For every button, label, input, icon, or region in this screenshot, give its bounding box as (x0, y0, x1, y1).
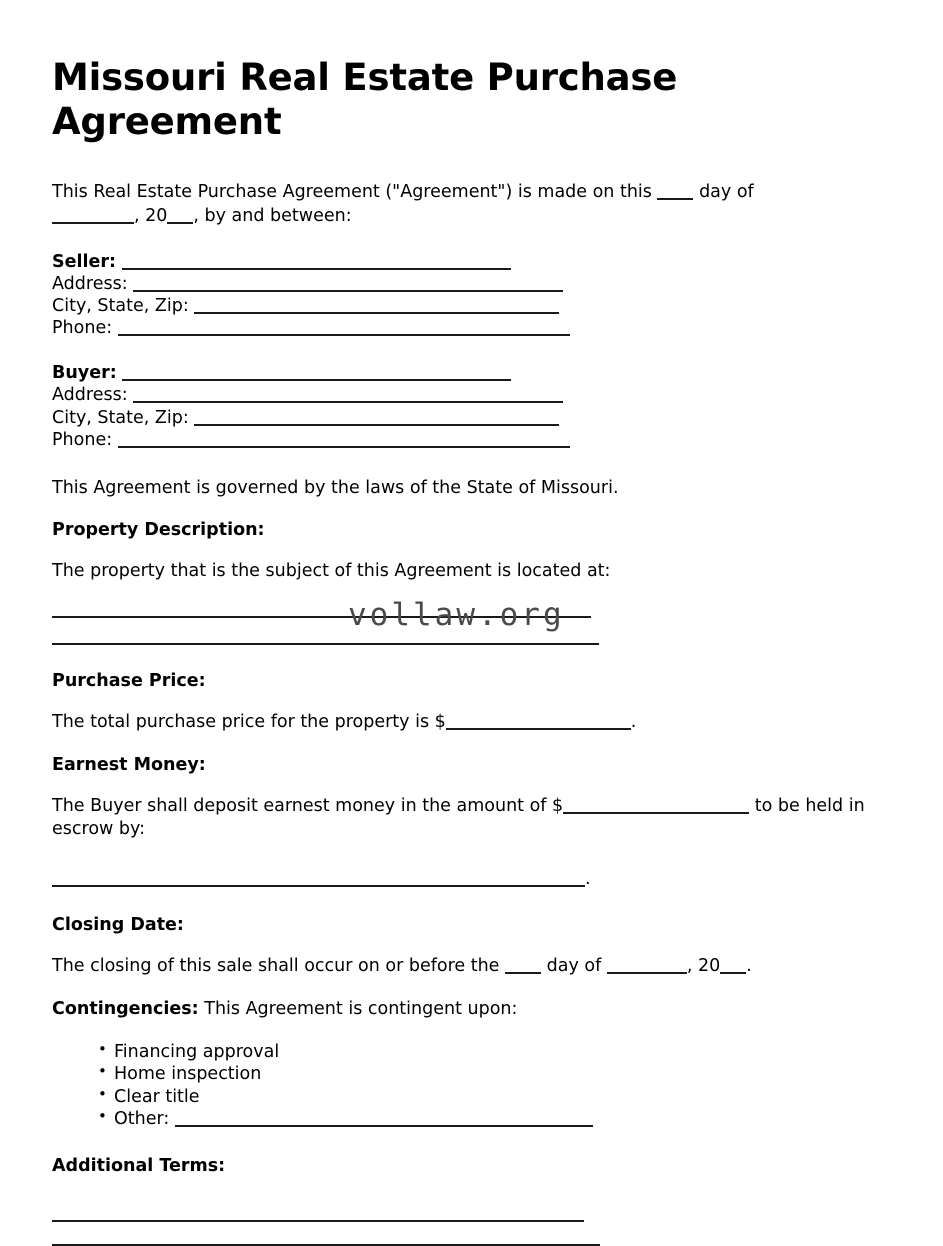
blank-month-intro[interactable] (52, 222, 134, 224)
contingencies-lead: This Agreement is contingent upon: (204, 998, 518, 1019)
blank-earnest-amount[interactable] (563, 812, 749, 814)
intro-text-part3: , 20 (134, 205, 168, 226)
purchase-price-text-after: . (630, 712, 637, 733)
spacer (52, 451, 891, 477)
blank-property-line-2[interactable] (52, 643, 599, 645)
closing-date-part3: , 20 (686, 955, 721, 976)
list-item[interactable] (98, 1041, 891, 1063)
contingency-label: Home inspection (114, 1064, 262, 1085)
list-item[interactable] (98, 1063, 891, 1085)
blank-buyer-city-state-zip[interactable] (194, 424, 559, 426)
purchase-price-text-before: The total purchase price for the property is $ (52, 712, 446, 733)
buyer-city-row (52, 407, 891, 429)
blank-year-intro[interactable] (167, 222, 193, 224)
additional-terms-heading: Additional Terms: (52, 1156, 226, 1177)
spacer (52, 935, 891, 955)
buyer-phone-row (52, 429, 891, 451)
intro-paragraph (52, 143, 797, 228)
list-item[interactable] (98, 1108, 891, 1130)
blank-closing-year[interactable] (720, 972, 746, 974)
spacer (52, 1021, 891, 1041)
seller-city-label: City, State, Zip: (52, 296, 189, 317)
spacer (52, 500, 891, 520)
purchase-price-heading: Purchase Price: (52, 671, 206, 692)
seller-city-row (52, 295, 891, 317)
blank-seller-name[interactable] (122, 268, 511, 270)
property-description-text: The property that is the subject of this Agreement is located at: (52, 561, 611, 582)
blank-day-intro[interactable] (657, 198, 693, 200)
contingencies-lead-row (52, 998, 891, 1021)
spacer (52, 775, 891, 795)
contingency-label: Financing approval (114, 1042, 280, 1063)
intro-text-part1: This Real Estate Purchase Agreement ("Agreement") is made on this (52, 182, 652, 203)
seller-name-row (52, 251, 891, 273)
blank-buyer-phone[interactable] (118, 446, 570, 448)
purchase-price-text (52, 711, 891, 734)
buyer-address-label: Address: (52, 385, 128, 406)
buyer-phone-label: Phone: (52, 429, 113, 450)
blank-buyer-name[interactable] (122, 379, 511, 381)
earnest-money-text-after: to be held in escrow by: (52, 795, 865, 839)
property-blank-lines (52, 583, 891, 645)
blank-closing-month[interactable] (607, 972, 687, 974)
closing-date-text (52, 955, 891, 978)
seller-address-label: Address: (52, 273, 128, 294)
blank-other-contingency[interactable] (175, 1125, 593, 1127)
earnest-money-text (52, 795, 880, 842)
seller-label: Seller: (52, 251, 116, 272)
blank-seller-phone[interactable] (118, 334, 570, 336)
spacer (52, 841, 891, 871)
property-description-heading: Property Description: (52, 520, 265, 541)
buyer-name-row (52, 362, 891, 384)
blank-closing-day[interactable] (505, 972, 541, 974)
intro-text-part2: day of (699, 182, 754, 203)
blank-seller-city-state-zip[interactable] (194, 312, 559, 314)
blank-buyer-address[interactable] (133, 401, 563, 403)
spacer (52, 978, 891, 998)
buyer-block (52, 339, 891, 451)
seller-block (52, 228, 891, 340)
seller-phone-row (52, 317, 891, 339)
buyer-address-row (52, 384, 891, 406)
blank-purchase-price[interactable] (446, 728, 631, 730)
contingency-label: Other: (114, 1108, 170, 1129)
spacer (52, 735, 891, 755)
closing-date-part1: The closing of this sale shall occur on or before the (52, 955, 500, 976)
earnest-money-heading: Earnest Money: (52, 754, 206, 775)
earnest-line-suffix: . (585, 869, 591, 890)
earnest-escrow-blank-row (52, 871, 891, 889)
contingency-label: Clear title (114, 1086, 200, 1107)
spacer (52, 691, 891, 711)
blank-seller-address[interactable] (133, 290, 563, 292)
spacer (52, 1222, 891, 1244)
closing-date-part4: . (746, 955, 752, 976)
earnest-money-text-before: The Buyer shall deposit earnest money in the amount of $ (52, 795, 564, 816)
buyer-city-label: City, State, Zip: (52, 407, 189, 428)
spacer (52, 1130, 891, 1156)
spacer (52, 540, 891, 560)
contingencies-heading: Contingencies: (52, 998, 199, 1019)
spacer (52, 889, 891, 915)
seller-address-row (52, 273, 891, 295)
spacer (52, 1176, 891, 1220)
watermark: vollaw.org (348, 597, 565, 634)
intro-text-part4: , by and between: (193, 205, 352, 226)
spacer (52, 645, 891, 671)
governing-law-text: This Agreement is governed by the laws of the State of Missouri. (52, 477, 619, 498)
closing-date-part2: day of (546, 955, 602, 976)
seller-phone-label: Phone: (52, 318, 113, 339)
intro-text (52, 181, 797, 228)
contingencies-list (52, 1041, 891, 1130)
buyer-label: Buyer: (52, 363, 117, 384)
list-item[interactable] (98, 1086, 891, 1108)
page-title: Missouri Real Estate Purchase Agreement (52, 56, 678, 143)
blank-escrow-holder[interactable] (52, 885, 585, 887)
closing-date-heading: Closing Date: (52, 914, 184, 935)
